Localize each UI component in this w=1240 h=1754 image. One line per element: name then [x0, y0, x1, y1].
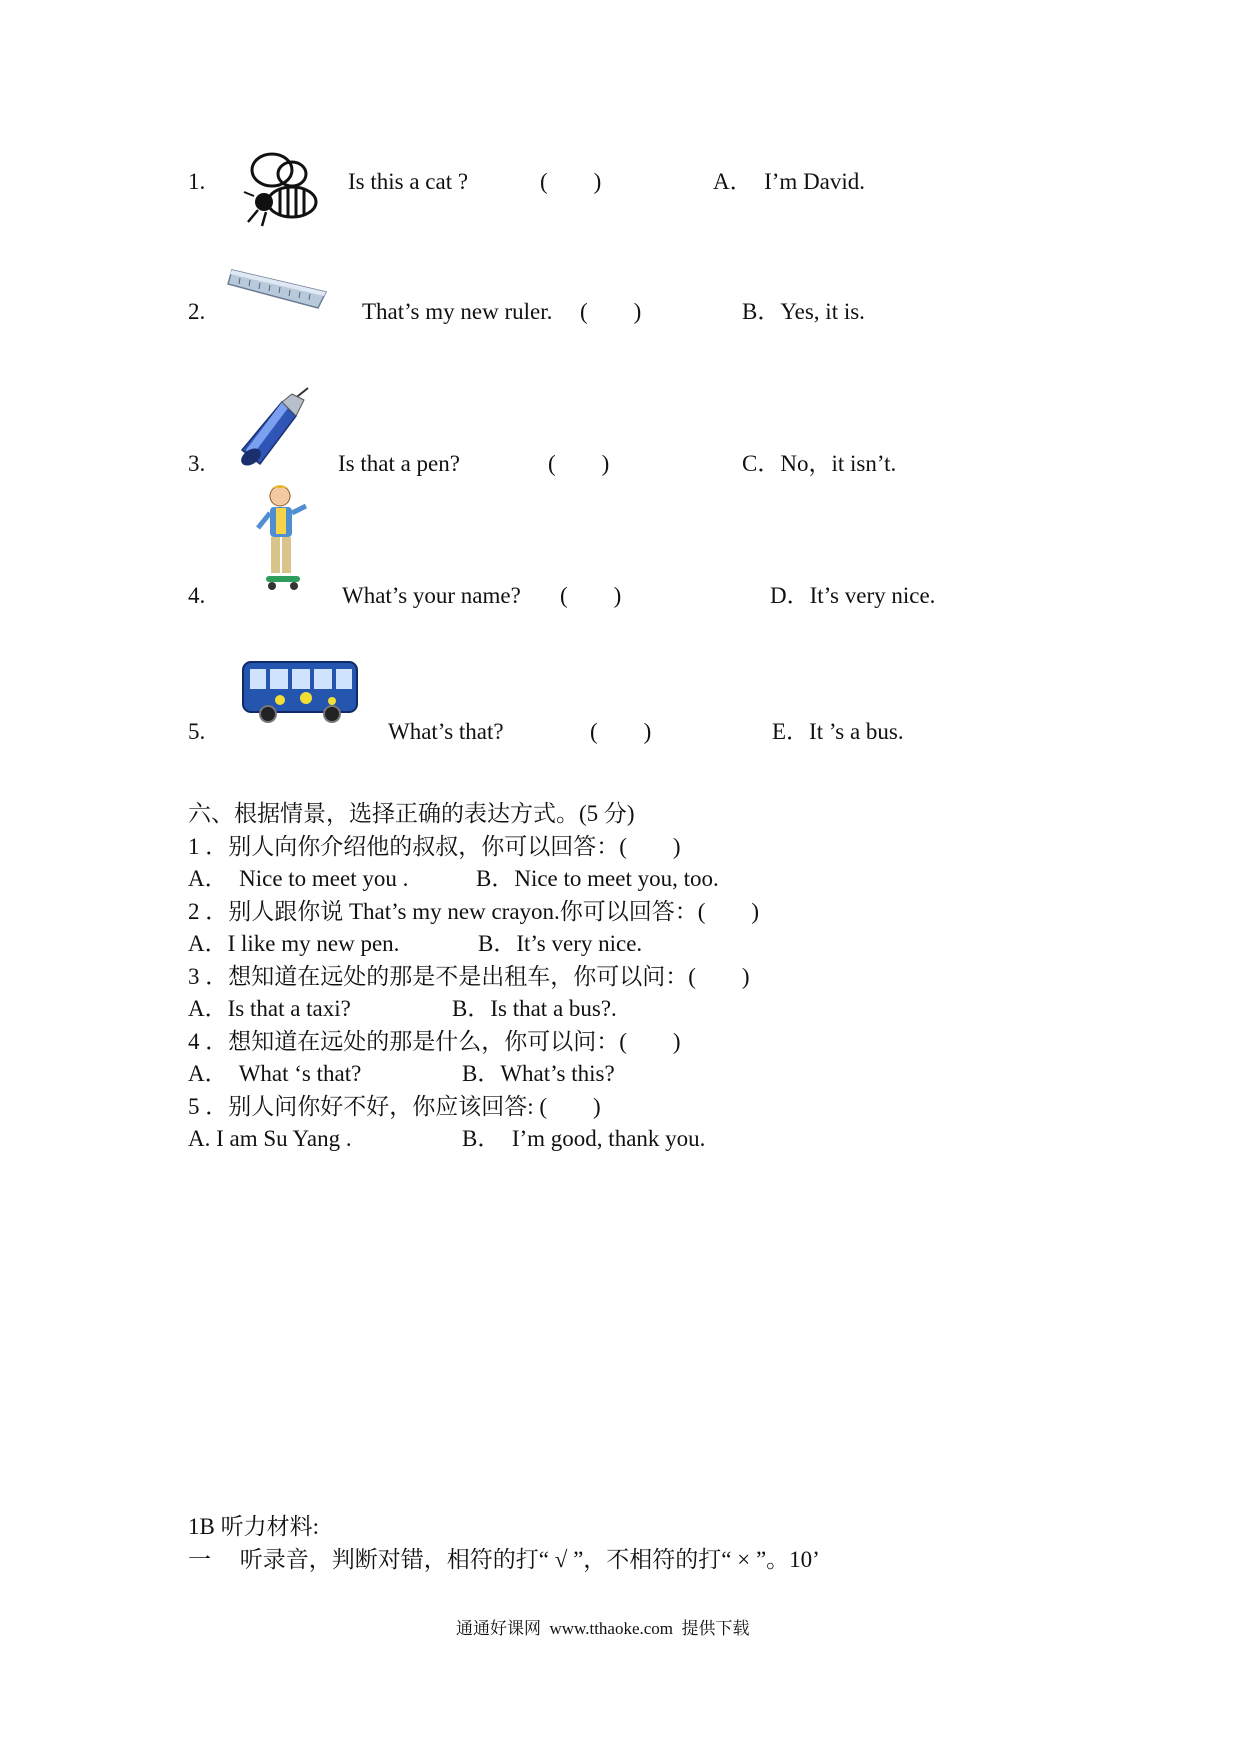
- bus-icon: [240, 656, 360, 726]
- row-3-number: 3.: [188, 451, 206, 476]
- section6-q1-option-b[interactable]: B．Nice to meet you, too.: [476, 866, 719, 891]
- section6-q4-prompt: 4 ．想知道在远处的那是什么，你可以问：( ): [188, 1029, 681, 1054]
- ruler-icon: [226, 262, 330, 312]
- row-4-question: What’s your name?: [342, 583, 521, 608]
- row-2-number: 2.: [188, 299, 206, 324]
- section6-q5-option-a[interactable]: A. I am Su Yang .: [188, 1126, 352, 1151]
- section6-q4-option-b[interactable]: B．What’s this?: [462, 1061, 615, 1086]
- option-e: E．It ’s a bus.: [772, 719, 904, 744]
- section6-q4-option-a[interactable]: A． What ‘s that?: [188, 1061, 362, 1086]
- row-4-number: 4.: [188, 583, 206, 608]
- option-b: B．Yes, it is.: [742, 299, 865, 324]
- section6-q2-option-a[interactable]: A．I like my new pen.: [188, 931, 400, 956]
- row-4-answer-blank[interactable]: ( ): [560, 583, 622, 608]
- section6-q2-option-b[interactable]: B．It’s very nice.: [478, 931, 643, 956]
- section6-q3-option-a[interactable]: A．Is that a taxi?: [188, 996, 351, 1021]
- option-a: A． I’m David.: [713, 169, 866, 194]
- option-c: C．No，it isn’t.: [742, 451, 897, 476]
- row-1-question: Is this a cat ?: [348, 169, 469, 194]
- row-3-question: Is that a pen?: [338, 451, 460, 476]
- option-d: D．It’s very nice.: [770, 583, 936, 608]
- row-2-answer-blank[interactable]: ( ): [580, 299, 642, 324]
- footer-source: 通通好课网 www.tthaoke.com 提供下载: [456, 1619, 750, 1638]
- section6-q3-option-b[interactable]: B．Is that a bus?.: [452, 996, 617, 1021]
- section6-q5-option-b[interactable]: B． I’m good, thank you.: [462, 1126, 706, 1151]
- section6-q1-prompt: 1 ．别人向你介绍他的叔叔，你可以回答：( ): [188, 834, 681, 859]
- section6-q5-prompt: 5 ．别人问你好不好，你应该回答: ( ): [188, 1094, 601, 1119]
- section6-q2-prompt: 2 ．别人跟你说 That’s my new crayon.你可以回答：( ): [188, 899, 760, 924]
- row-3-answer-blank[interactable]: ( ): [548, 451, 610, 476]
- boy-skateboard-icon: [252, 480, 312, 598]
- section6-q3-prompt: 3 ．想知道在远处的那是不是出租车，你可以问：( ): [188, 964, 750, 989]
- pen-icon: [238, 386, 310, 468]
- section6-q1-option-a[interactable]: A． Nice to meet you .: [188, 866, 409, 891]
- section6-heading: 六、根据情景，选择正确的表达方式。(5 分): [188, 801, 635, 826]
- row-2-question: That’s my new ruler.: [362, 299, 553, 324]
- row-5-answer-blank[interactable]: ( ): [590, 719, 652, 744]
- row-5-question: What’s that?: [388, 719, 504, 744]
- row-1-answer-blank[interactable]: ( ): [540, 169, 602, 194]
- listening-instruction: 一 听录音，判断对错，相符的打“ √ ”，不相符的打“ × ”。10’: [188, 1547, 820, 1572]
- bee-icon: [240, 148, 324, 230]
- row-5-number: 5.: [188, 719, 206, 744]
- listening-title: 1B 听力材料:: [188, 1514, 319, 1539]
- row-1-number: 1.: [188, 169, 206, 194]
